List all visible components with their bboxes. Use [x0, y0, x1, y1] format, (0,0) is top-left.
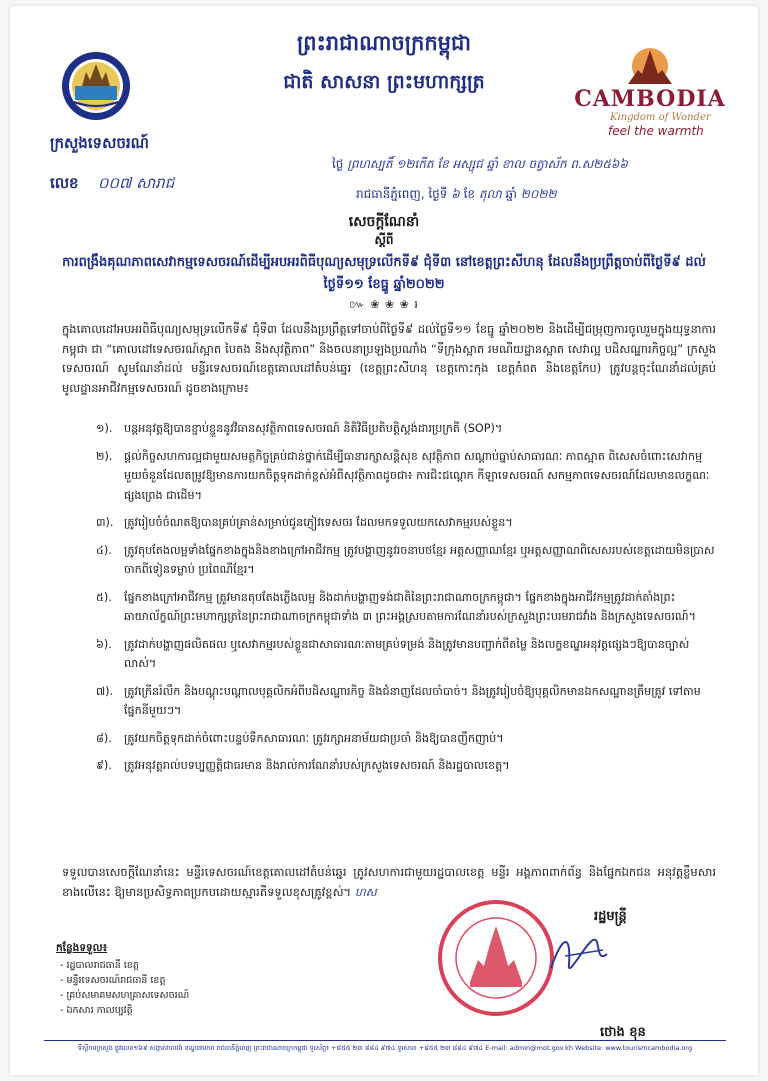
item-number: ៣).: [96, 516, 114, 529]
title-ornament: ៚ ❀ ❀ ❀ ៛: [349, 298, 419, 311]
item-number: ៦).: [96, 637, 112, 651]
list-item: [62, 513, 716, 533]
list-item: [62, 541, 716, 580]
nation-motto: ជាតិ សាសនា ព្រះមហាក្សត្រ: [283, 71, 485, 93]
reference-number: [50, 174, 174, 196]
recipient-item: - រដ្ឋបាលរាជធានី ខេត្ត: [60, 960, 139, 971]
kingdom-heading: ព្រះរាជាណាចក្រកម្ពុជា: [296, 31, 471, 55]
place-date: [356, 186, 557, 204]
date-month: តុលា: [478, 187, 502, 201]
date-day: ៦: [451, 187, 460, 201]
reference-value: ០០៧ សារាជ: [97, 174, 175, 192]
instruction-list: [62, 419, 716, 784]
item-text: ត្រូវក្រើនរំលឹក និងបណ្តុះបណ្តាលបុគ្គលិកអំពីបដិសណ្ឋារកិច្ច និងជំនាញដែលចាំបាច់។ និងត្រូវរៀបចំឱ្យបុគ្គលិកមានឯកសណ្ឋានត្រឹមត្រូវ ទៅតាមផ្នែកនីមួយៗ។: [124, 684, 701, 717]
intro-paragraph: ក្នុងគោលដៅអបអរពិធីបុណ្យសមុទ្រលើកទី៩ ជុំទី៣ ដែលនឹងប្រព្រឹត្តទៅចាប់ពីថ្ងៃទី៩ ដល់ថ្ងៃទី១១ ខែធ្នូ ឆ្នាំ២០២២ និងដើម្បីជម្រុញការចូលរួមក្នុងយុទ្ធនាការ កម្ពុជា ជា “គោលដៅទេសចរណ៍ស្អាត បៃតង និងសុវត្ថិភាព” និងចលនាប្រឡងប្រណាំង “ទីក្រុងស្អាត រមណីយដ្ឋានស្អាត សេវាល្អ បដិសណ្ឋារកិច្ចល្អ” ក្រសួងទេសចរណ៍ សូមណែនាំដល់ មន្ទីរទេសចរណ៍ខេត្តគោលដៅតំបន់ឆ្នេរ (ខេត្តព្រះសីហនុ ខេត្តកោះកុង ខេត្តកំពត និងខេត្តកែប) ត្រូវបន្តចុះណែនាំដល់គ្រប់មូលដ្ឋានអាជីវកម្មទេសចរណ៍ ដូចខាងក្រោម៖: [62, 322, 716, 395]
angkor-sunset-icon: [618, 44, 682, 84]
brand-name: CAMBODIA: [574, 86, 726, 112]
lunar-date-value: ព្រហស្បតិ៍ ១២កើត ខែ អស្សុជ ឆ្នាំ ខាល ចត្វាស័ក ព.ស២៥៦៦: [347, 157, 628, 171]
list-item: [62, 588, 716, 627]
about-label: ស្តីពី: [374, 233, 394, 247]
item-text: ត្រូវរៀបចំចំណតឱ្យបានគ្រប់គ្រាន់សម្រាប់ជូនភ្ញៀវទេសចរ ដែលមកទទួលយកសេវាកម្មរបស់ខ្លួន។: [124, 516, 513, 529]
recipient-item: - មន្ទីរទេសចរណ៍រាជធានី ខេត្ត: [60, 975, 166, 986]
item-number: ៥).: [96, 590, 112, 604]
item-text: ត្រូវតុបតែងលម្អទាំងផ្នែកខាងក្នុងនិងខាងក្រៅអាជីវកម្ម ត្រូវបង្ហាញនូវរចនាបថខ្មែរ អត្តសញ្ញាណខ្មែរ ឬអត្តសញ្ញាណពិសេសរបស់ខេត្តដោយមិនប្រាសចាកពីទៀនទម្លាប់ ប្រពៃណីខ្មែរ។: [124, 543, 715, 576]
ministry-name: ក្រសួងទេសចរណ៍: [50, 134, 149, 152]
month-label: ខែ: [463, 187, 476, 201]
lunar-date: [332, 156, 628, 174]
recipient-item: - គ្រប់សមាគមសហគ្រាសទេសចរណ៍: [60, 990, 190, 1001]
item-text: ផ្តល់កិច្ចសហការល្អជាមួយសមត្ថកិច្ចគ្រប់ជាន់ថ្នាក់ដើម្បីធានារក្សាសន្តិសុខ សុវត្ថិភាព សណ្តាប់ធ្នាប់សាធារណៈ ភាពស្អាត ពិសេសចំពោះសេវាកម្មមួយចំនួនដែលតម្រូវឱ្យមានការយកចិត្តទុកដាក់ខ្ពស់អំពីសុវត្ថិភាពដូចជា៖ ការជិះជណ្តេក កីឡាទេសចរណ៍ សកម្មភាពទេសចរណ៍ដែលមានលក្ខណៈផ្សងព្រេង ជាដើម។: [124, 449, 710, 502]
closing-text: ទទួលបានសេចក្តីណែនាំនេះ មន្ទីរទេសចរណ៍ខេត្តគោលដៅតំបន់ឆ្នេរ ត្រូវសហការជាមួយរដ្ឋបាលខេត្ត មន្ទីរ អង្គភាពពាក់ព័ន្ធ និងផ្នែកឯកជន អនុវត្តខ្លឹមសារខាងលើនេះ ឱ្យមានប្រសិទ្ធភាពប្រកបដោយស្មារតីទទួលខុសត្រូវខ្ពស់។: [62, 865, 716, 899]
footer-contact: ទីស្តីការក្រសួង ផ្លូវលេខ១៦៩ សង្កាត់វាលវង់ ខណ្ឌ៧មករា រាជធានីភ្នំពេញ ព្រះរាជាណាចក្រកម្ពុជា ទូរស័ព្ទ៖ +៨៥៥ ២៣ ៨៨៤ ៩៧៤ ទូរសារ៖ +៨៥៥ ២៣ ៨៨៤ ៩៧៤ E-mail: admin@mot.gov.kh Website: www.tourismcambodia.org: [77, 1044, 693, 1052]
list-item: [62, 682, 716, 721]
item-number: ៩).: [96, 759, 112, 772]
signatory-name: ថោង ខុន: [600, 1025, 646, 1040]
list-item: [62, 419, 716, 439]
list-item: [62, 447, 716, 506]
item-text: បន្តអនុវត្តឱ្យបានខ្ជាប់ខ្ជួននូវវិធានសុវត្ថិភាពទេសចរណ៍ និតិវិធីប្រតិបត្តិស្តង់ដារប្រក្រតី (SOP)។: [124, 422, 503, 435]
document-subject: ការពង្រឹងគុណភាពសេវាកម្មទេសចរណ៍ដើម្បីអបអរពិធីបុណ្យសមុទ្រលើកទី៩ ជុំទី៣ នៅខេត្តព្រះសីហនុ ដែលនឹងប្រព្រឹត្តចាប់ពីថ្ងៃទី៩ ដល់ថ្ងៃទី១១ ខែធ្នូ ឆ្នាំ២០២២: [62, 255, 706, 292]
letter-page: [10, 6, 758, 1075]
item-number: ២).: [96, 449, 113, 463]
brand-tagline: Kingdom of Wonder: [610, 112, 711, 123]
item-text: ត្រូវដាក់បង្ហាញផលិតផល ឬសេវាកម្មរបស់ខ្លួនជាសាធារណៈតាមគ្រប់ទម្រង់ និងត្រូវមានបញ្ជាក់ពីតម្លៃ និងលក្ខខណ្ឌអនុវត្តផ្សេងៗឱ្យបានច្បាស់លាស់។: [124, 637, 690, 670]
date-year: ២០២២: [520, 187, 557, 201]
item-text: ត្រូវអនុវត្តរាល់បទប្បញ្ញត្តិជាធរមាន និងរាល់ការណែនាំរបស់ក្រសួងទេសចរណ៍ និងរដ្ឋបាលខេត្ត។: [124, 759, 510, 772]
signatory-title: រដ្ឋមន្ត្រី: [594, 909, 627, 924]
reference-label: លេខ: [50, 174, 79, 192]
list-item: [62, 729, 716, 749]
document-type: សេចក្តីណែនាំ: [348, 214, 420, 230]
lunar-date-prefix: ថ្ងៃ: [332, 157, 344, 171]
list-item: [62, 635, 716, 674]
item-text: ត្រូវយកចិត្តទុកដាក់ចំពោះបន្ទប់ទឹកសាធារណៈ ត្រូវរក្សាអនាម័យជាប្រចាំ និងឱ្យបានញឹកញាប់។: [124, 731, 504, 745]
item-number: ១).: [96, 422, 113, 435]
list-item: [62, 756, 716, 776]
year-label: ឆ្នាំ: [505, 187, 517, 201]
cambodia-brand-logo: [570, 44, 730, 144]
closing-paragraph: [62, 863, 716, 902]
place-prefix: រាជធានីភ្នំពេញ, ថ្ងៃទី: [356, 187, 448, 201]
minister-signature-icon: [545, 924, 615, 984]
closing-initials: ហស: [354, 884, 377, 899]
item-text: ផ្នែកខាងក្រៅអាជីវកម្ម ត្រូវមានតុបតែងភ្លើងលម្អ និងដាក់បង្ហាញទង់ជាតិនៃព្រះរាជាណាចក្រកម្ពុជា។ ផ្នែកខាងក្នុងអាជីវកម្មត្រូវដាក់តាំងព្រះឆាយាល័ក្ខណ៍ព្រះមហាក្សត្រនៃព្រះរាជាណាចក្រកម្ពុជាទាំង ៣ ព្រះអង្គស្របតាមការណែនាំរបស់ក្រសួងព្រះបរមរាជវាំង និងក្រសួងទេសចរណ៍។: [124, 590, 696, 623]
brand-slogan: feel the warmth: [608, 124, 704, 138]
recipient-item: - ឯកសារ កាលប្បវត្តិ: [60, 1005, 133, 1016]
item-number: ៨).: [96, 731, 112, 745]
recipients-list: [60, 958, 189, 1018]
recipients-title: កន្លែងទទួល៖: [56, 942, 108, 954]
footer-divider: [44, 1040, 726, 1041]
official-stamp-icon: [436, 894, 556, 1024]
item-number: ៤).: [96, 543, 112, 557]
item-number: ៧).: [96, 684, 114, 698]
